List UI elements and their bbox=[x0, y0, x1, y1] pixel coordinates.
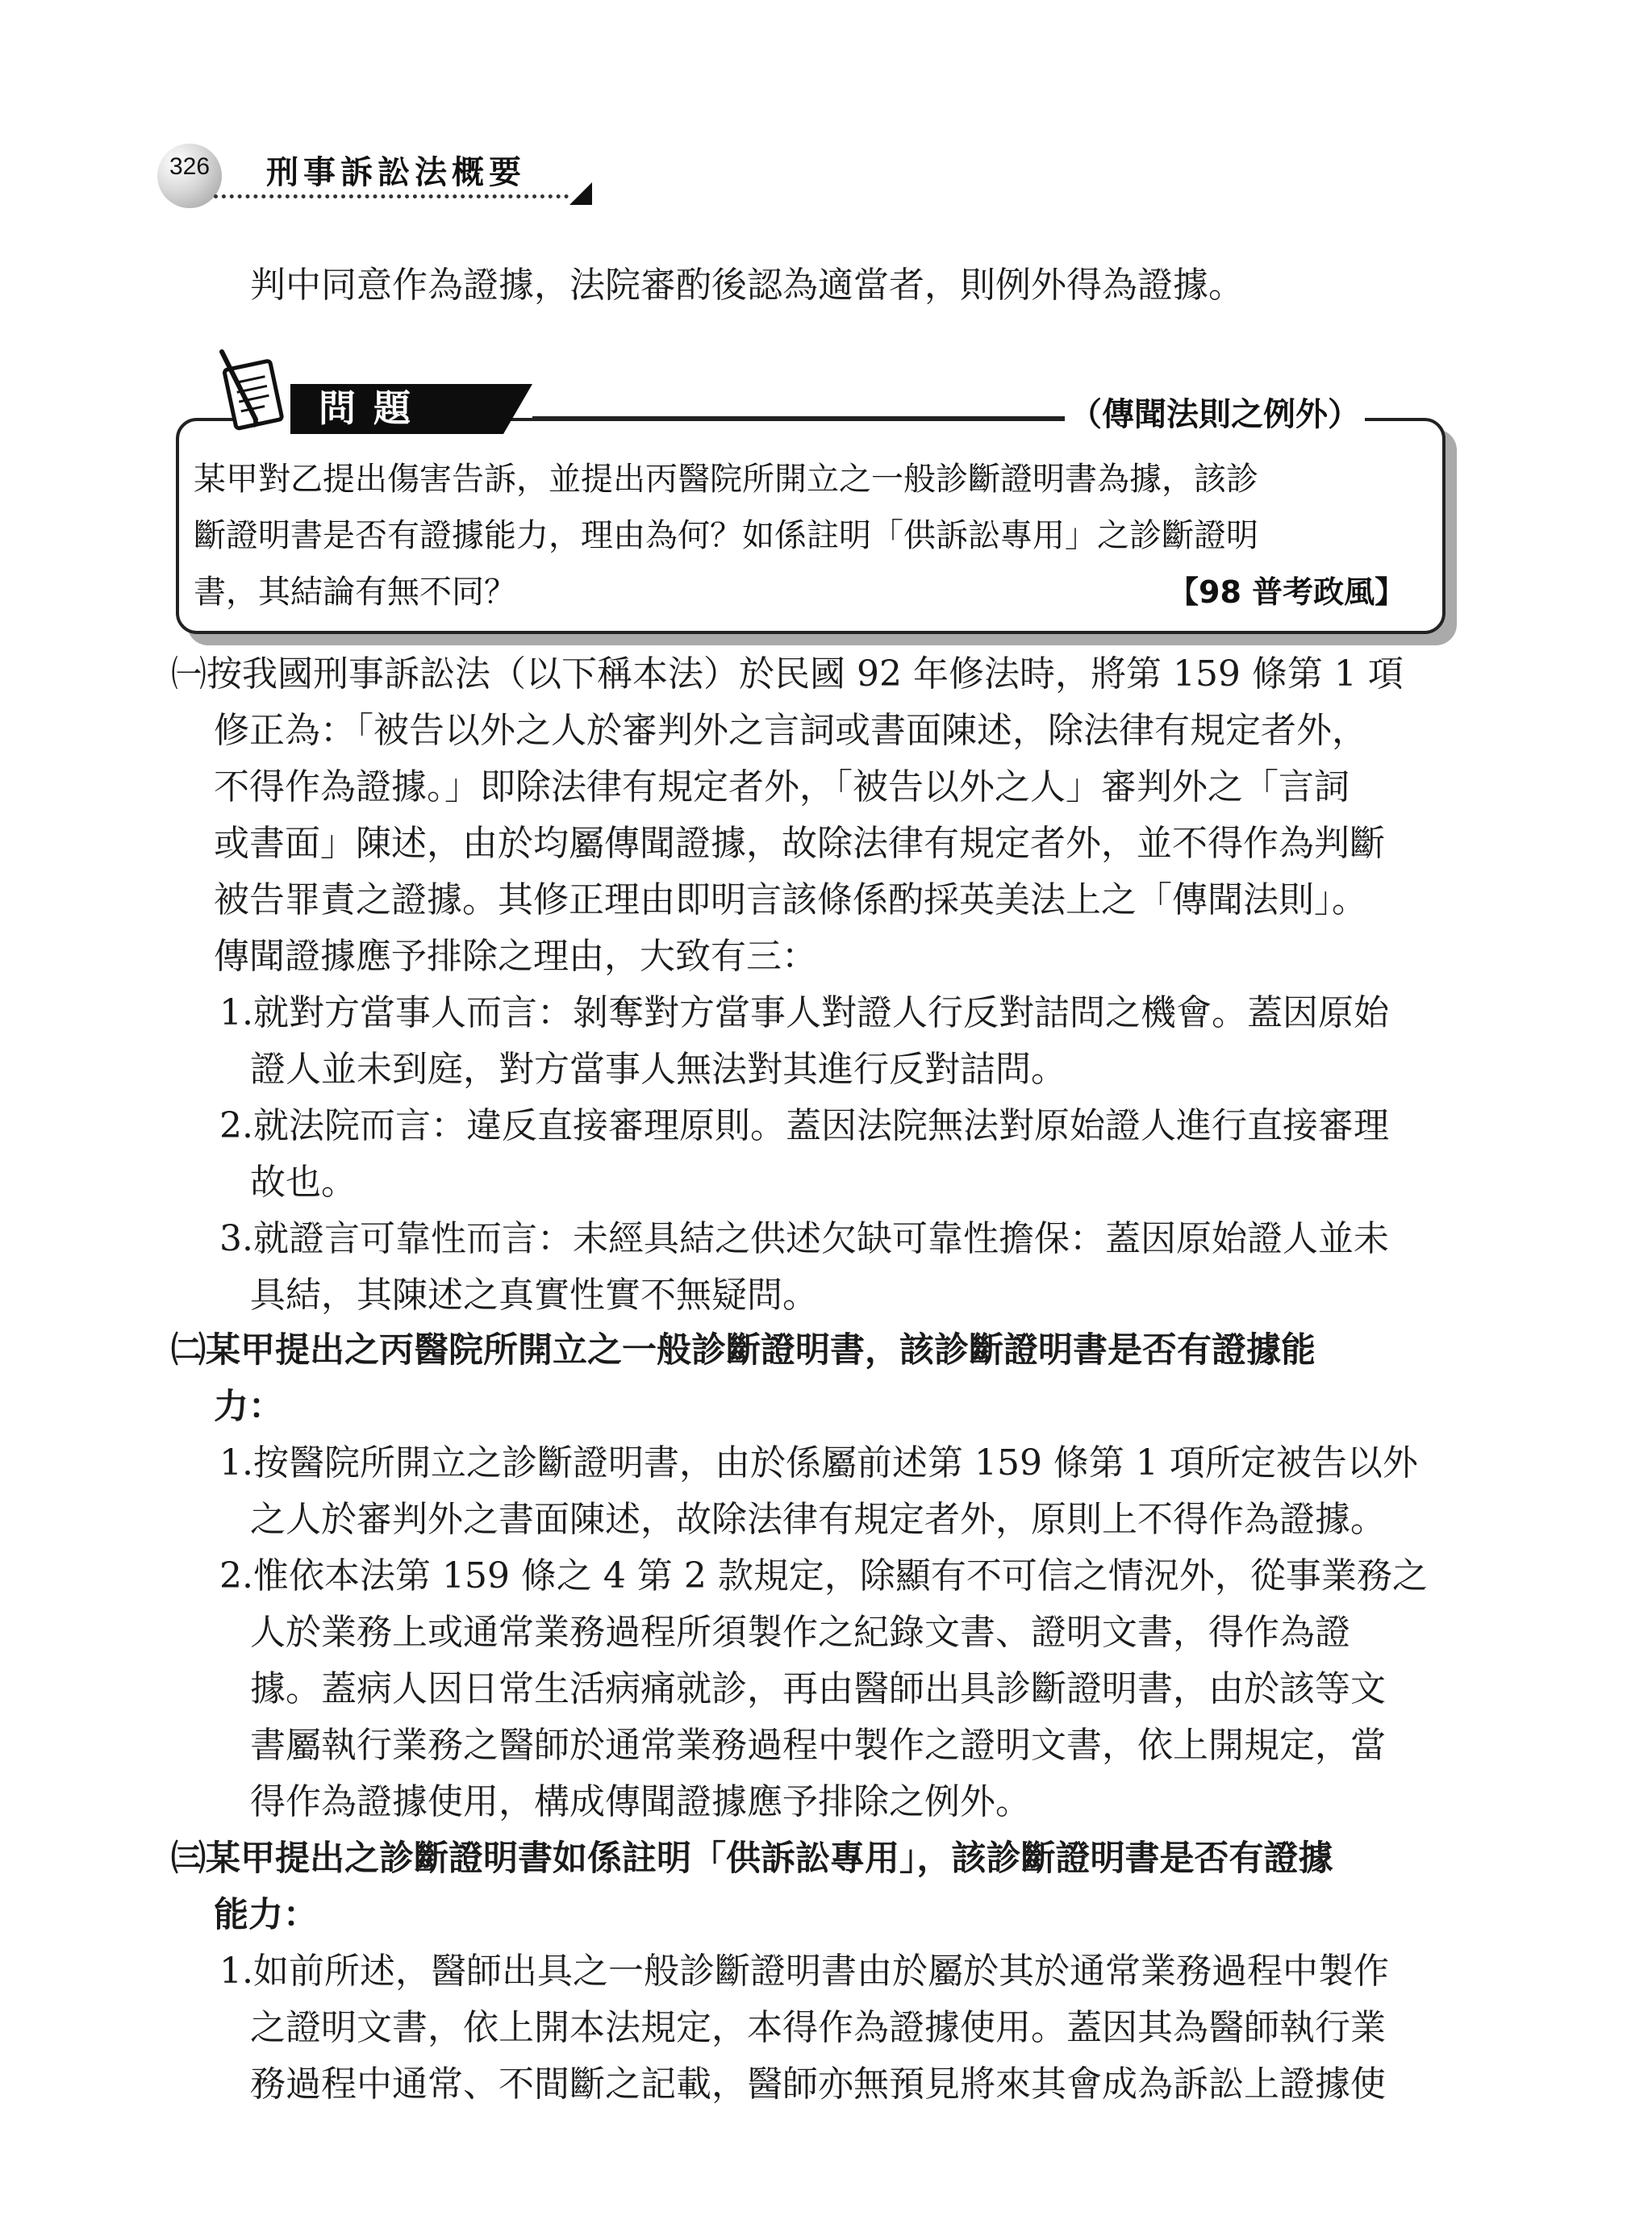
answer-heading-1: ㈠按我國刑事訴訟法（以下稱本法）於民國 92 年修法時，將第 159 條第 1 項 bbox=[171, 653, 1404, 695]
book-title: 刑事訴訟法概要 bbox=[266, 154, 526, 191]
list-item: 2.惟依本法第 159 條之 4 第 2 款規定，除顯有不可信之情況外，從事業務之 bbox=[219, 1555, 1428, 1596]
list-item: 1.就對方當事人而言：剝奪對方當事人對證人行反對詰問之機會。蓋因原始 bbox=[219, 992, 1389, 1033]
notepad-pencil-icon bbox=[206, 347, 302, 436]
page-number: 326 bbox=[169, 153, 211, 180]
body-line: 或書面」陳述，由於均屬傳聞證據，故除法律有規定者外，並不得作為判斷 bbox=[214, 823, 1385, 864]
intro-line: 判中同意作為證據，法院審酌後認為適當者，則例外得為證據。 bbox=[250, 265, 1244, 306]
body-line: 修正為：「被告以外之人於審判外之言詞或書面陳述，除法律有規定者外， bbox=[214, 710, 1367, 751]
question-source: 【98 普考政風】 bbox=[1168, 574, 1406, 610]
question-box-heading-rule bbox=[532, 416, 1065, 419]
question-tag-label: 問題 bbox=[319, 386, 428, 430]
list-item-continuation: 具結，其陳述之真實性實不無疑問。 bbox=[250, 1275, 818, 1316]
list-item-continuation: 證人並未到庭，對方當事人無法對其進行反對詰問。 bbox=[250, 1049, 1066, 1090]
list-item-continuation: 之人於審判外之書面陳述，故除法律有規定者外，原則上不得作為證據。 bbox=[250, 1499, 1386, 1540]
list-item-continuation: 務過程中通常、不間斷之記載，醫師亦無預見將來其會成為訴訟上證據使 bbox=[250, 2064, 1386, 2105]
list-item-continuation: 得作為證據使用，構成傳聞證據應予排除之例外。 bbox=[250, 1781, 1031, 1822]
body-line: 被告罪責之證據。其修正理由即明言該條係酌採英美法上之「傳聞法則」。 bbox=[214, 879, 1367, 920]
list-item-continuation: 之證明文書，依上開本法規定，本得作為證據使用。蓋因其為醫師執行業 bbox=[250, 2007, 1386, 2048]
list-item: 3.就證言可靠性而言：未經具結之供述欠缺可靠性擔保：蓋因原始證人並未 bbox=[219, 1218, 1389, 1259]
answer-heading-continuation: 能力： bbox=[214, 1895, 318, 1935]
list-item: 1.如前所述，醫師出具之一般診斷證明書由於屬於其於通常業務過程中製作 bbox=[219, 1951, 1389, 1992]
answer-heading-3: ㈢某甲提出之診斷證明書如係註明「供訴訟專用」，該診斷證明書是否有證據 bbox=[171, 1838, 1333, 1879]
list-item-continuation: 書屬執行業務之醫師於通常業務過程中製作之證明文書，依上開規定，當 bbox=[250, 1725, 1386, 1766]
list-item: 1.按醫院所開立之診斷證明書，由於係屬前述第 159 條第 1 項所定被告以外 bbox=[219, 1442, 1418, 1484]
list-item-continuation: 故也。 bbox=[250, 1162, 357, 1203]
question-line: 斷證明書是否有證據能力，理由為何？如係註明「供訴訟專用」之診斷證明 bbox=[194, 517, 1258, 554]
question-line: 書，其結論有無不同？ bbox=[194, 574, 516, 611]
list-item: 2.就法院而言：違反直接審理原則。蓋因法院無法對原始證人進行直接審理 bbox=[219, 1105, 1389, 1146]
body-line: 不得作為證據。」即除法律有規定者外，「被告以外之人」審判外之「言詞 bbox=[214, 766, 1350, 808]
list-item-continuation: 人於業務上或通常業務過程所須製作之紀錄文書、證明文書，得作為證 bbox=[250, 1612, 1350, 1653]
header-corner-mark bbox=[569, 182, 592, 205]
answer-heading-continuation: 力： bbox=[214, 1387, 283, 1427]
list-item-continuation: 據。蓋病人因日常生活病痛就診，再由醫師出具診斷證明書，由於該等文 bbox=[250, 1668, 1386, 1709]
header-dotted-rule bbox=[214, 194, 569, 198]
answer-heading-2: ㈡某甲提出之丙醫院所開立之一般診斷證明書，該診斷證明書是否有證據能 bbox=[171, 1330, 1316, 1371]
question-topic: （傳聞法則之例外） bbox=[1065, 394, 1365, 436]
question-line: 某甲對乙提出傷害告訴，並提出丙醫院所開立之一般診斷證明書為據，該診 bbox=[194, 461, 1258, 498]
body-line: 傳聞證據應予排除之理由，大致有三： bbox=[214, 936, 817, 977]
